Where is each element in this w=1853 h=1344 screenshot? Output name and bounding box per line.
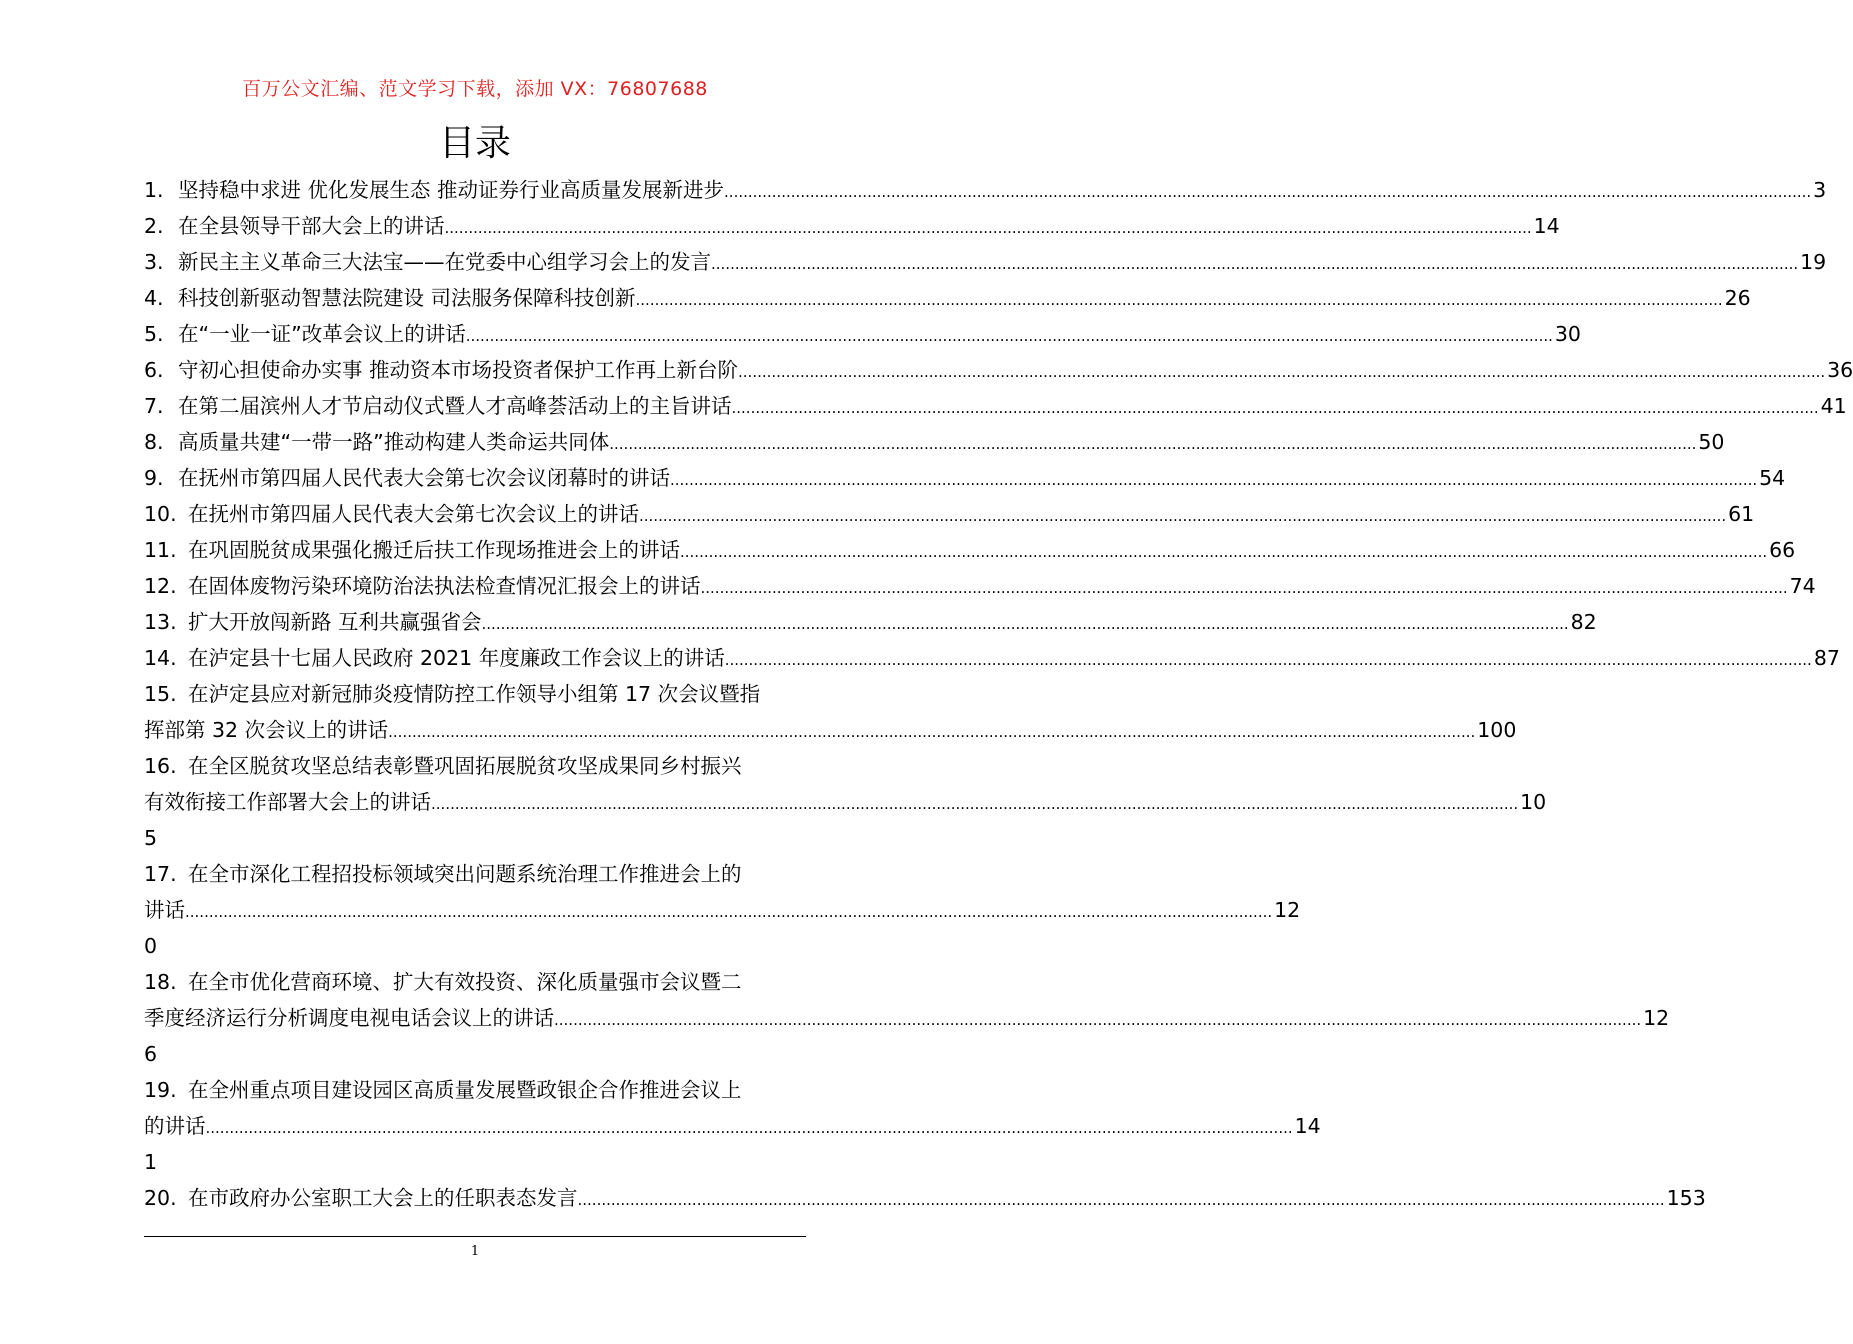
- toc-entry-2[interactable]: [144, 208, 1560, 244]
- toc-page: 100: [1477, 718, 1517, 742]
- toc-page: 36: [1827, 358, 1853, 382]
- toc-page: 14: [1533, 214, 1560, 238]
- toc-title: 在巩固脱贫成果强化搬迁后扶工作现场推进会上的讲话: [188, 538, 680, 562]
- toc-title-line1: 在全州重点项目建设园区高质量发展暨政银企合作推进会议上: [188, 1078, 742, 1102]
- toc-entry-10[interactable]: [144, 496, 1755, 532]
- toc-title: 守初心担使命办实事 推动资本市场投资者保护工作再上新台阶: [178, 358, 739, 382]
- toc-page: 54: [1759, 466, 1786, 490]
- page-title: 目录: [438, 123, 511, 164]
- toc-number: 10.: [144, 502, 177, 526]
- toc-title-line1: 在全区脱贫攻坚总结表彰暨巩固拓展脱贫攻坚成果同乡村振兴: [188, 754, 742, 778]
- leader-dots: [185, 894, 1272, 930]
- toc-title: 新民主主义革命三大法宝——在党委中心组学习会上的发言: [178, 250, 711, 274]
- table-of-contents: [144, 172, 1853, 1216]
- toc-title: 在抚州市第四届人民代表大会第七次会议闭幕时的讲话: [178, 466, 670, 490]
- leader-dots: [431, 786, 1518, 822]
- toc-page: 74: [1789, 574, 1816, 598]
- leader-dots: [670, 462, 1757, 498]
- toc-page-part2: 1: [144, 1150, 158, 1174]
- toc-entry-20[interactable]: [144, 1180, 1706, 1216]
- leader-dots: [482, 606, 1569, 642]
- leader-dots: [466, 318, 1553, 354]
- toc-number: 7.: [144, 394, 164, 418]
- toc-title: 在全县领导干部大会上的讲话: [178, 214, 445, 238]
- toc-title-line2: 季度经济运行分析调度电视电话会议上的讲话: [144, 1006, 554, 1030]
- toc-entry-5[interactable]: [144, 316, 1581, 352]
- toc-entry-1[interactable]: [144, 172, 1827, 208]
- toc-number: 16.: [144, 754, 177, 778]
- toc-title-line1: 在泸定县应对新冠肺炎疫情防控工作领导小组第 17 次会议暨指: [188, 682, 761, 706]
- toc-title: 在第二届滨州人才节启动仪式暨人才高峰荟活动上的主旨讲话: [178, 394, 732, 418]
- toc-number: 11.: [144, 538, 177, 562]
- toc-page: 41: [1820, 394, 1847, 418]
- toc-page: 66: [1769, 538, 1796, 562]
- toc-page-part2: 5: [144, 826, 158, 850]
- toc-page-part2: 6: [144, 1042, 158, 1066]
- toc-number: 8.: [144, 430, 164, 454]
- toc-page-part1: 10: [1520, 790, 1547, 814]
- leader-dots: [711, 246, 1798, 282]
- toc-title: 在固体废物污染环境防治法执法检查情况汇报会上的讲话: [188, 574, 701, 598]
- leader-dots: [554, 1002, 1641, 1038]
- toc-page-part2: 0: [144, 934, 158, 958]
- toc-number: 1.: [144, 178, 164, 202]
- toc-title-line2: 有效衔接工作部署大会上的讲话: [144, 790, 431, 814]
- toc-number: 18.: [144, 970, 177, 994]
- toc-entry-8[interactable]: [144, 424, 1725, 460]
- leader-dots: [609, 426, 1696, 462]
- leader-dots: [680, 534, 1767, 570]
- leader-dots: [206, 1110, 1293, 1146]
- toc-number: 13.: [144, 610, 177, 634]
- toc-title: 坚持稳中求进 优化发展生态 推动证券行业高质量发展新进步: [178, 178, 725, 202]
- toc-title-line2: 挥部第 32 次会议上的讲话: [144, 718, 389, 742]
- toc-entry-6[interactable]: [144, 352, 1853, 388]
- leader-dots: [578, 1182, 1665, 1218]
- leader-dots: [724, 174, 1811, 210]
- leader-dots: [701, 570, 1788, 606]
- toc-page: 19: [1800, 250, 1827, 274]
- toc-number: 14.: [144, 646, 177, 670]
- toc-number: 20.: [144, 1186, 177, 1210]
- toc-entry-12[interactable]: [144, 568, 1816, 604]
- toc-title-line2: 讲话: [144, 898, 185, 922]
- toc-number: 3.: [144, 250, 164, 274]
- leader-dots: [725, 642, 1812, 678]
- toc-title: 在泸定县十七届人民政府 2021 年度廉政工作会议上的讲话: [188, 646, 725, 670]
- toc-page: 153: [1666, 1186, 1706, 1210]
- leader-dots: [738, 354, 1825, 390]
- toc-title-line1: 在全市深化工程招投标领域突出问题系统治理工作推进会上的: [188, 862, 742, 886]
- toc-entry-4[interactable]: [144, 280, 1751, 316]
- toc-entry-13[interactable]: [144, 604, 1597, 640]
- leader-dots: [388, 714, 1475, 750]
- toc-number: 19.: [144, 1078, 177, 1102]
- toc-entry-15[interactable]: [144, 676, 1517, 748]
- toc-page: 50: [1698, 430, 1725, 454]
- leader-dots: [636, 282, 1723, 318]
- toc-number: 2.: [144, 214, 164, 238]
- toc-number: 9.: [144, 466, 164, 490]
- toc-entry-19[interactable]: [144, 1072, 1321, 1180]
- toc-title: 扩大开放闯新路 互利共赢强省会: [188, 610, 482, 634]
- toc-number: 12.: [144, 574, 177, 598]
- toc-entry-18[interactable]: [144, 964, 1670, 1072]
- toc-entry-11[interactable]: [144, 532, 1796, 568]
- toc-entry-9[interactable]: [144, 460, 1786, 496]
- toc-page-part1: 12: [1274, 898, 1301, 922]
- toc-title: 高质量共建“一带一路”推动构建人类命运共同体: [178, 430, 610, 454]
- toc-entry-14[interactable]: [144, 640, 1840, 676]
- toc-entry-16[interactable]: [144, 748, 1547, 856]
- toc-entry-7[interactable]: [144, 388, 1847, 424]
- toc-page: 87: [1813, 646, 1840, 670]
- toc-number: 6.: [144, 358, 164, 382]
- toc-title: 在抚州市第四届人民代表大会第七次会议上的讲话: [188, 502, 639, 526]
- toc-title-line2: 的讲话: [144, 1114, 206, 1138]
- leader-dots: [639, 498, 1726, 534]
- toc-title: 在“一业一证”改革会议上的讲话: [178, 322, 466, 346]
- footer-divider: [144, 1236, 806, 1237]
- toc-page: 82: [1570, 610, 1597, 634]
- page-number: 1: [470, 1244, 480, 1259]
- toc-entry-3[interactable]: [144, 244, 1827, 280]
- leader-dots: [445, 210, 1532, 246]
- toc-number: 15.: [144, 682, 177, 706]
- toc-page: 3: [1813, 178, 1827, 202]
- toc-page: 30: [1554, 322, 1581, 346]
- toc-number: 5.: [144, 322, 164, 346]
- toc-page: 61: [1728, 502, 1755, 526]
- toc-page-part1: 14: [1294, 1114, 1321, 1138]
- toc-page: 26: [1724, 286, 1751, 310]
- leader-dots: [732, 390, 1819, 426]
- download-banner: 百万公文汇编、范文学习下载，添加 VX：76807688: [242, 78, 708, 100]
- toc-title-line1: 在全市优化营商环境、扩大有效投资、深化质量强市会议暨二: [188, 970, 742, 994]
- toc-number: 4.: [144, 286, 164, 310]
- toc-entry-17[interactable]: [144, 856, 1301, 964]
- toc-title: 科技创新驱动智慧法院建设 司法服务保障科技创新: [178, 286, 636, 310]
- toc-page-part1: 12: [1643, 1006, 1670, 1030]
- toc-number: 17.: [144, 862, 177, 886]
- toc-title: 在市政府办公室职工大会上的任职表态发言: [188, 1186, 578, 1210]
